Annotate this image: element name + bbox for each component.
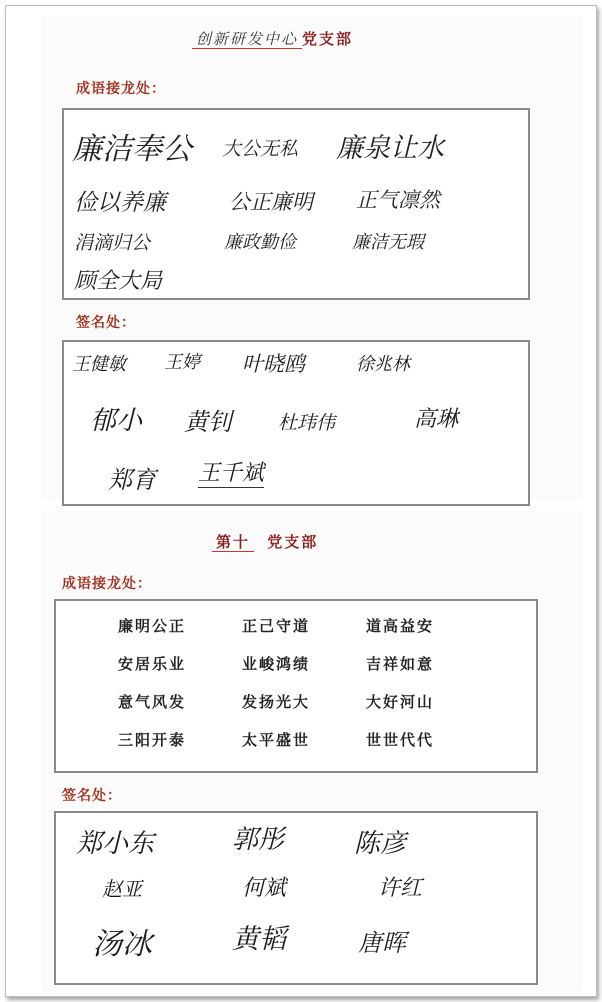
bottom-branch-suffix: 党支部 (267, 533, 319, 551)
top-idiom-2: 大公无私 (222, 138, 299, 160)
bottom-idiom-8: 发扬光大 (242, 693, 311, 711)
bottom-heading (212, 531, 318, 552)
bottom-signature-5: 何斌 (242, 876, 287, 901)
top-signature-10: 王千斌 (198, 456, 264, 488)
bottom-idiom-12: 世世代代 (366, 731, 435, 749)
bottom-signature-8: 黄韬 (232, 924, 286, 955)
top-idiom-10: 顾全大局 (74, 269, 163, 294)
bottom-idiom-7: 意气风发 (118, 693, 187, 711)
top-branch-suffix: 党支部 (302, 30, 354, 48)
top-signature-3: 叶晓鸥 (242, 352, 305, 376)
top-idiom-label: 成语接龙处： (76, 81, 166, 97)
bottom-idiom-3: 道高益安 (366, 617, 435, 635)
bottom-idiom-10: 三阳开泰 (118, 731, 187, 749)
bottom-idiom-1: 廉明公正 (118, 617, 187, 635)
bottom-signature-4: 赵亚 (102, 877, 142, 901)
page-frame (5, 5, 597, 997)
bottom-signature-6: 许红 (378, 876, 423, 901)
top-idiom-6: 正气凛然 (356, 188, 440, 212)
top-idiom-5: 公正廉明 (229, 190, 313, 214)
bottom-branch-name: 第十 (212, 533, 254, 552)
bottom-idiom-11: 太平盛世 (242, 731, 311, 749)
top-sign-label: 签名处： (76, 315, 136, 331)
bottom-idiom-4: 安居乐业 (118, 655, 187, 673)
bottom-sign-box (54, 811, 538, 985)
top-branch-name: 创新研发中心 (192, 30, 302, 49)
top-idiom-9: 廉洁无瑕 (352, 232, 424, 253)
top-sign-box (62, 340, 530, 506)
bottom-signature-1: 郑小东 (76, 829, 155, 859)
top-signature-9: 郑育 (108, 466, 156, 494)
top-signature-2: 王婷 (164, 352, 200, 373)
bottom-idiom-label: 成语接龙处： (62, 576, 152, 592)
top-signature-7: 杜玮伟 (278, 412, 336, 434)
bottom-idiom-6: 吉祥如意 (366, 655, 435, 673)
bottom-idiom-5: 业峻鸿绩 (242, 655, 311, 673)
top-idiom-4: 俭以养廉 (74, 190, 166, 216)
bottom-idiom-9: 大好河山 (366, 693, 435, 711)
bottom-idiom-box (54, 599, 538, 773)
bottom-signature-7: 汤冰 (92, 927, 152, 962)
top-idiom-1: 廉洁奉公 (72, 132, 192, 167)
top-signature-5: 郁小 (90, 406, 143, 436)
bottom-signature-9: 唐晖 (358, 929, 406, 957)
top-signature-4: 徐兆林 (356, 354, 410, 375)
top-heading (192, 28, 353, 49)
bottom-idiom-2: 正己守道 (242, 617, 311, 635)
top-idiom-7: 涓滴归公 (74, 232, 151, 254)
bottom-signature-2: 郭彤 (232, 825, 285, 855)
bottom-sign-label: 签名处： (62, 788, 122, 804)
bottom-signature-3: 陈彦 (354, 829, 407, 859)
top-idiom-3: 廉泉让水 (336, 133, 444, 164)
top-signature-1: 王健敏 (72, 354, 126, 375)
top-form-sheet (42, 16, 582, 501)
top-idiom-box (62, 108, 530, 300)
bottom-form-sheet (42, 511, 582, 991)
top-signature-6: 黄钊 (184, 408, 232, 436)
top-signature-8: 高琳 (414, 407, 459, 432)
top-idiom-8: 廉政勤俭 (224, 232, 296, 253)
